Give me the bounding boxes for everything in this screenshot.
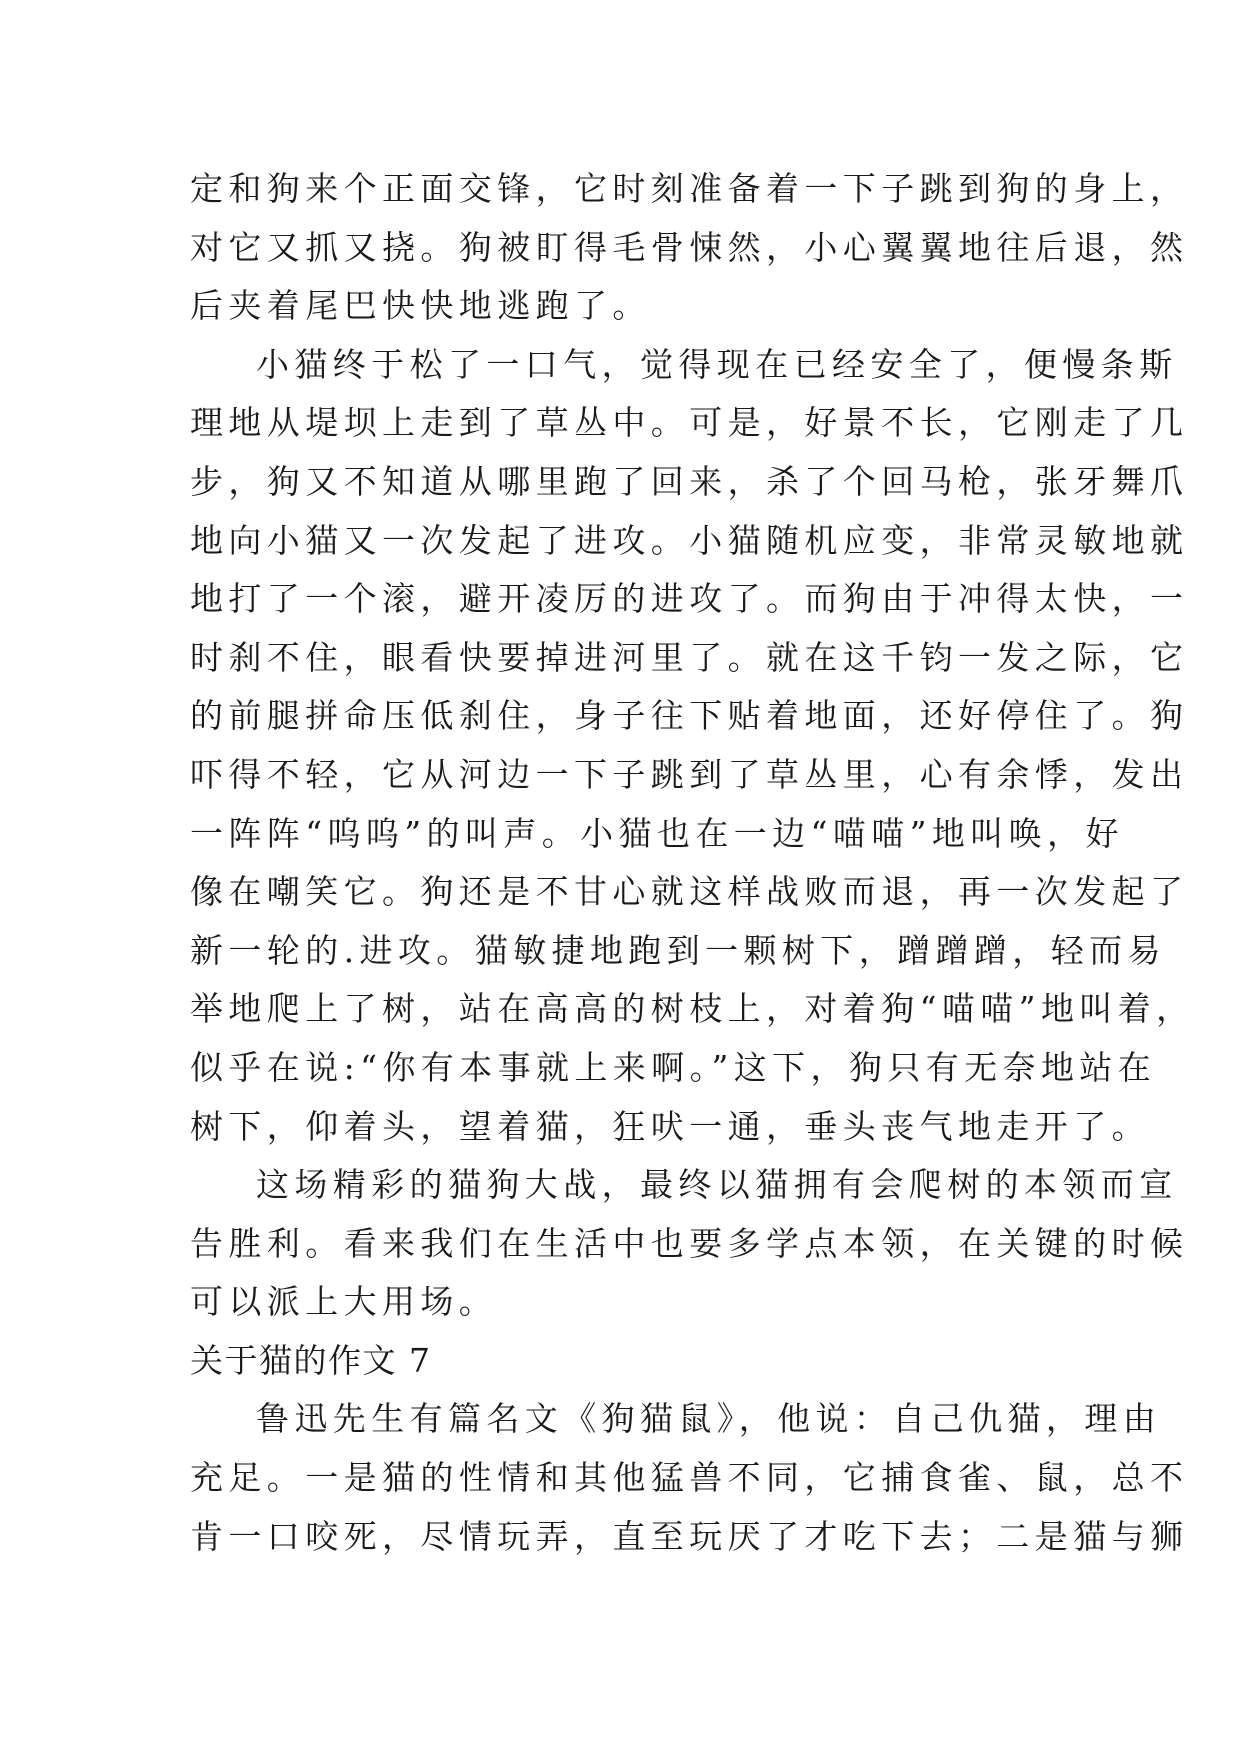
- paragraph-cat-dog-fight: [190, 336, 1195, 1156]
- text-line: 小猫终于松了一口气，觉得现在已经安全了，便慢条斯: [256, 344, 1178, 384]
- text-line: 地向小猫又一次发起了进攻。小猫随机应变，非常灵敏地就: [190, 520, 1189, 560]
- document-body: [190, 160, 1195, 1566]
- text-line: 对它又抓又挠。狗被盯得毛骨悚然，小心翼翼地往后退，然: [190, 227, 1189, 267]
- text-line: 举地爬上了树，站在高高的树枝上，对着狗“喵喵”地叫着，: [190, 989, 1195, 1029]
- text-line: 定和狗来个正面交锋，它时刻准备着一下子跳到狗的身上，: [190, 169, 1189, 208]
- text-line: 树下，仰着头，望着猫，狂吠一通，垂头丧气地走开了。: [190, 1106, 1150, 1146]
- paragraph-conclusion: [190, 1156, 1189, 1332]
- text-line: 充足。一是猫的性情和其他猛兽不同，它捕食雀、鼠，总不: [190, 1458, 1189, 1498]
- paragraph-continued: [190, 160, 1189, 336]
- text-line: 理地从堤坝上走到了草丛中。可是，好景不长，它刚走了几: [190, 403, 1189, 443]
- text-line: 地打了一个滚，避开凌厉的进攻了。而狗由于冲得太快，一: [190, 579, 1189, 619]
- text-line: 可以派上大用场。: [190, 1282, 498, 1322]
- text-line: 这场精彩的猫狗大战，最终以猫拥有会爬树的本领而宣: [256, 1165, 1178, 1205]
- text-line: 告胜利。看来我们在生活中也要多学点本领，在关键的时候: [190, 1223, 1189, 1263]
- section-heading: 关于猫的作文 7: [190, 1340, 432, 1380]
- text-line: 鲁迅先生有篇名文《狗猫鼠》，他说：自己仇猫，理由: [256, 1399, 1162, 1439]
- text-line: 吓得不轻，它从河边一下子跳到了草丛里，心有余悸，发出: [190, 754, 1189, 794]
- paragraph-lu-xun: [190, 1390, 1189, 1566]
- text-line: 像在嘲笑它。狗还是不甘心就这样战败而退，再一次发起了: [190, 872, 1189, 912]
- text-line: 后夹着尾巴快快地逃跑了。: [190, 286, 651, 326]
- text-line: 似乎在说:“你有本事就上来啊。”这下，狗只有无奈地站在: [190, 1047, 1157, 1087]
- text-line: 时刹不住，眼看快要掉进河里了。就在这千钧一发之际，它: [190, 637, 1189, 677]
- text-line: 一阵阵“呜呜”的叫声。小猫也在一边“喵喵”地叫唤，好: [190, 813, 1124, 853]
- text-line: 的前腿拼命压低刹住，身子往下贴着地面，还好停住了。狗: [190, 696, 1189, 736]
- text-line: 步，狗又不知道从哪里跑了回来，杀了个回马枪，张牙舞爪: [190, 461, 1189, 501]
- text-line: 肯一口咬死，尽情玩弄，直至玩厌了才吃下去；二是猫与狮: [190, 1516, 1189, 1556]
- text-line: 新一轮的.进攻。猫敏捷地跑到一颗树下，蹭蹭蹭，轻而易: [190, 930, 1166, 970]
